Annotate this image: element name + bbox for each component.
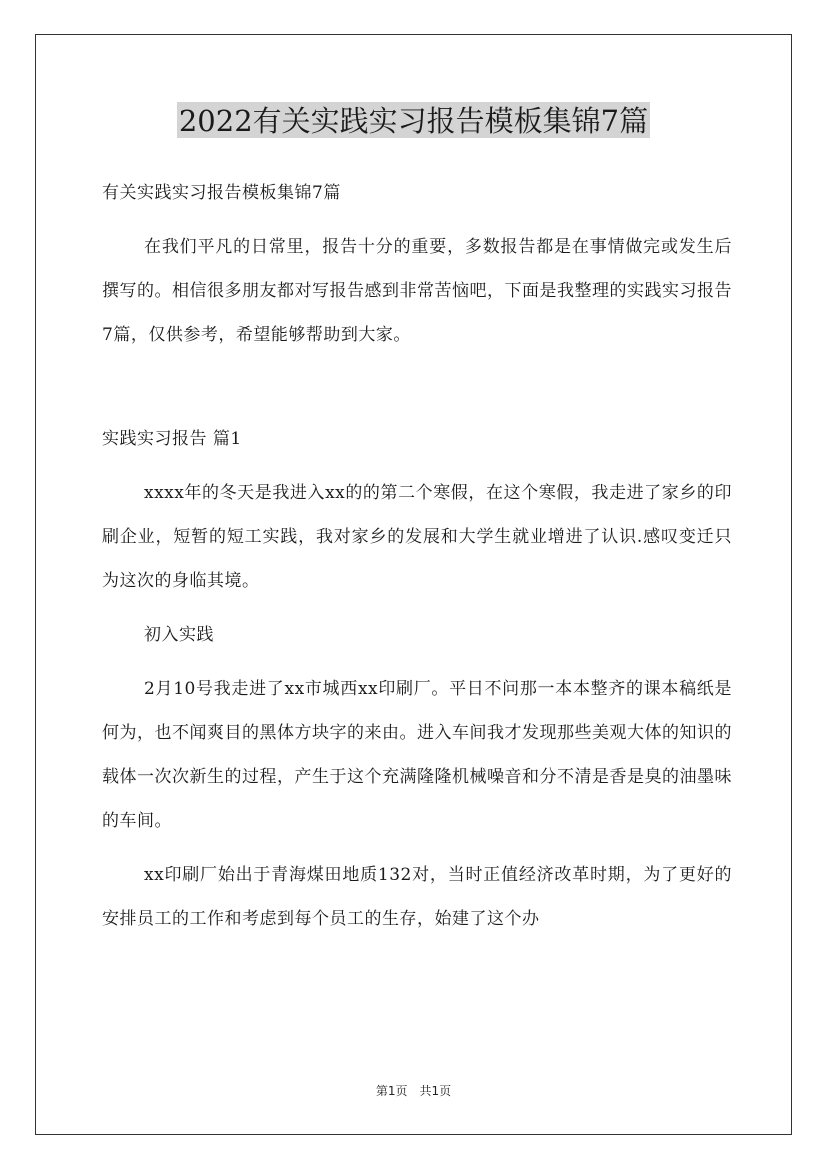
body-paragraph: 2月10号我走进了xx市城西xx印刷厂。平日不问那一本本整齐的课本稿纸是何为，也不闻爽目的黑体方块字的来由。进入车间我才发现那些美观大体的知识的载体一次次新生的过程，产生于这个充满隆隆机械噪音和分不清是香是臭的油墨味的车间。 <box>102 679 732 831</box>
section-heading: 实践实习报告 篇1 <box>102 429 242 449</box>
body-paragraph: xxxx年的冬天是我进入xx的的第二个寒假，在这个寒假，我走进了家乡的印刷企业，短暂的短工实践，我对家乡的发展和大学生就业增进了认识.感叹变迁只为这次的身临其境。 <box>102 483 732 591</box>
page-number: 第1页 <box>375 1084 408 1098</box>
document-title-text: 2022有关实践实习报告模板集锦7篇 <box>178 104 649 138</box>
body-paragraph: xx印刷厂始出于青海煤田地质132对，当时正值经济改革时期，为了更好的安排员工的工作和考虑到每个员工的生存，始建了这个办 <box>102 865 732 929</box>
document-title <box>0 103 827 139</box>
intro-paragraph: 在我们平凡的日常里，报告十分的重要，多数报告都是在事情做完或发生后撰写的。相信很多朋友都对写报告感到非常苦恼吧，下面是我整理的实践实习报告7篇，仅供参考，希望能够帮助到大家。 <box>102 237 732 345</box>
page-footer <box>0 1083 827 1099</box>
document-body <box>102 171 732 951</box>
page-total: 共1页 <box>419 1084 452 1098</box>
subsection-heading: 初入实践 <box>144 625 214 645</box>
document-subtitle: 有关实践实习报告模板集锦7篇 <box>102 183 341 203</box>
